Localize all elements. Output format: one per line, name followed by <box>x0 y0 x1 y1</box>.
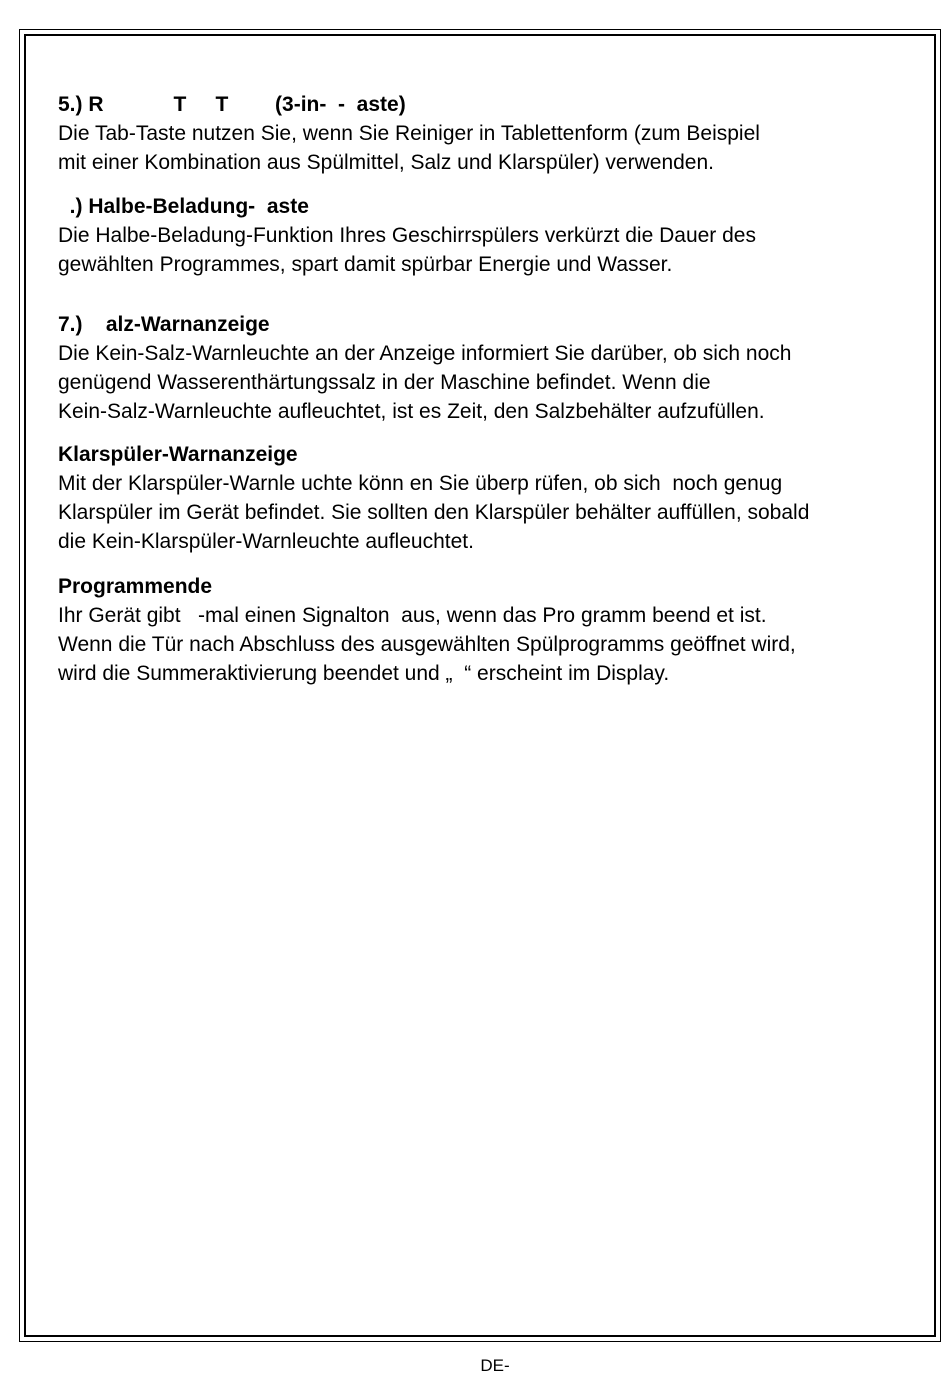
body-line: mit einer Kombination aus Spülmittel, Salz und Klarspüler) verwenden. <box>58 151 714 174</box>
section-half-load-button <box>58 192 756 279</box>
body-line: wird die Summeraktivierung beendet und „ “ erscheint im Display. <box>58 662 670 685</box>
body-line: Die Halbe-Beladung-Funktion Ihres Geschirrspülers verkürzt die Dauer des <box>58 224 756 247</box>
body-line: genügend Wasserenthärtungssalz in der Maschine befindet. Wenn die <box>58 371 711 394</box>
body-line: Mit der Klarspüler-Warnle uchte könn en Sie überp rüfen, ob sich noch genug <box>58 472 783 495</box>
body-line: gewählten Programmes, spart damit spürbar Energie und Wasser. <box>58 253 673 276</box>
section-heading: 5.) R T T (3-in- - aste) <box>58 93 406 116</box>
section-heading: 7.) alz-Warnanzeige <box>58 313 270 336</box>
page-number: DE- <box>480 1356 510 1375</box>
section-program-end <box>58 572 796 688</box>
section-heading: .) Halbe-Beladung- aste <box>58 195 309 218</box>
body-line: Kein-Salz-Warnleuchte aufleuchtet, ist es Zeit, den Salzbehälter aufzufüllen. <box>58 400 765 423</box>
body-line: Die Kein-Salz-Warnleuchte an der Anzeige informiert Sie darüber, ob sich noch <box>58 342 792 365</box>
section-rinse-aid-warning <box>58 440 809 556</box>
body-line: Wenn die Tür nach Abschluss des ausgewählten Spülprogramms geöffnet wird, <box>58 633 796 656</box>
body-line: Klarspüler im Gerät befindet. Sie sollten den Klarspüler behälter auffüllen, sobald <box>58 501 810 524</box>
section-heading: Programmende <box>58 575 213 598</box>
body-line: die Kein-Klarspüler-Warnleuchte aufleuchtet. <box>58 530 474 553</box>
section-tab-button <box>58 90 760 177</box>
section-heading: Klarspüler-Warnanzeige <box>58 443 298 466</box>
body-line: Die Tab-Taste nutzen Sie, wenn Sie Reiniger in Tablettenform (zum Beispiel <box>58 122 760 145</box>
section-salt-warning <box>58 310 791 426</box>
body-line: Ihr Gerät gibt -mal einen Signalton aus, wenn das Pro gramm beend et ist. <box>58 604 767 627</box>
